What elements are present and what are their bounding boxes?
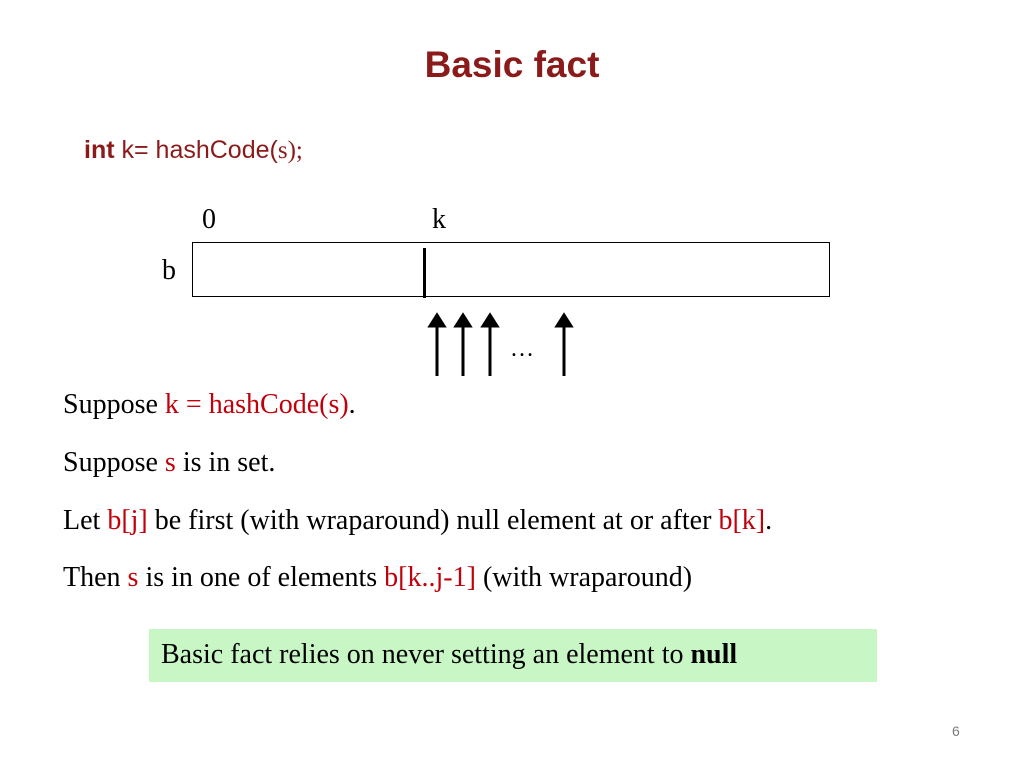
probe-arrows [420, 312, 590, 382]
array-name-label: b [162, 255, 176, 286]
code-arg: s); [277, 137, 303, 164]
highlighted-term: k = hashCode(s) [164, 389, 349, 420]
line-text: Suppose [63, 447, 165, 478]
highlighted-term: b[j] [107, 505, 148, 536]
up-arrow-icon [557, 315, 571, 326]
line-text: is in set. [175, 447, 276, 478]
callout-bold: null [690, 639, 738, 670]
highlighted-term: s [164, 447, 176, 478]
up-arrow-icon [456, 315, 470, 326]
index-k-label: k [432, 204, 446, 235]
callout-box [149, 629, 877, 682]
up-arrow-icon [483, 315, 497, 326]
array-divider-k [423, 248, 426, 298]
arrows-ellipsis: … [510, 336, 534, 362]
highlighted-term: b[k] [718, 505, 766, 536]
text-line-2 [63, 447, 275, 479]
text-line-3 [63, 505, 772, 537]
array-box [192, 242, 830, 297]
text-line-4 [63, 562, 692, 594]
line-text: Let [63, 505, 108, 536]
code-rest: k= hashCode( [121, 136, 278, 164]
highlighted-term: b[k..j-1] [384, 562, 476, 593]
up-arrow-icon [430, 315, 444, 326]
line-text: Suppose [63, 389, 165, 420]
code-line [84, 136, 303, 165]
line-text: . [348, 389, 356, 420]
page-number: 6 [952, 723, 960, 739]
code-keyword: int [84, 136, 115, 164]
line-text: Then [63, 562, 128, 593]
line-text: (with wraparound) [475, 562, 693, 593]
index-zero-label: 0 [202, 204, 216, 235]
slide-title: Basic fact [424, 44, 600, 85]
callout-text: Basic fact relies on never setting an element to [161, 639, 691, 670]
text-line-1 [63, 389, 356, 421]
line-text: . [765, 505, 773, 536]
highlighted-term: s [127, 562, 139, 593]
line-text: be first (with wraparound) null element at or after [147, 505, 719, 536]
line-text: is in one of elements [138, 562, 385, 593]
